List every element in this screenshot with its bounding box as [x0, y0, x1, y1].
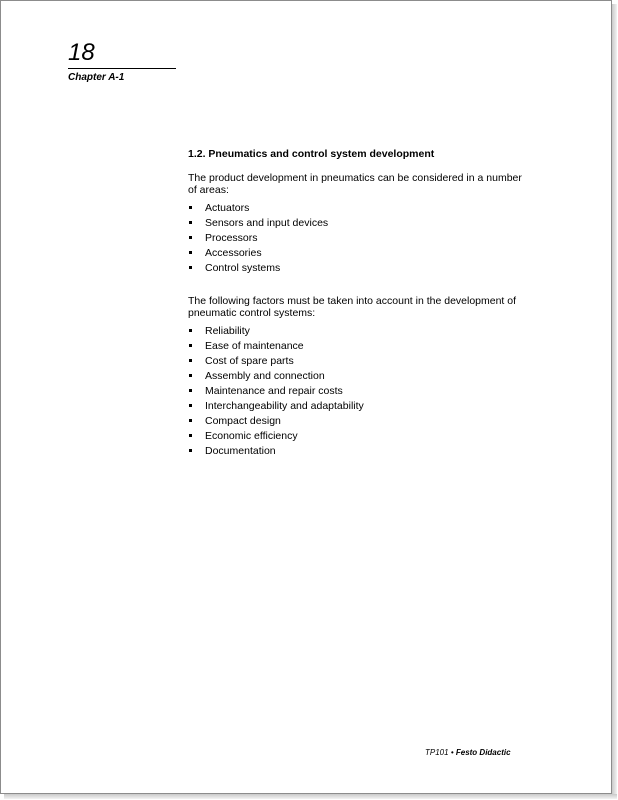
list-item — [188, 414, 533, 429]
bullet-icon — [189, 251, 192, 254]
list-item-text: Actuators — [205, 201, 250, 214]
list-item — [188, 324, 533, 339]
page-shadow-right — [612, 4, 617, 797]
bullet-icon — [189, 434, 192, 437]
list-item — [188, 354, 533, 369]
page-footer — [425, 748, 511, 758]
list-item — [188, 216, 533, 231]
list-item-text: Control systems — [205, 261, 281, 274]
bullet-icon — [189, 389, 192, 392]
list-item-text: Accessories — [205, 246, 262, 259]
footer-brand: Festo Didactic — [455, 748, 511, 757]
list-item-text: Economic efficiency — [205, 429, 298, 442]
areas-intro-paragraph: The product development in pneumatics can be considered in a number of areas: — [188, 171, 522, 196]
list-item — [188, 246, 533, 261]
list-item — [188, 429, 533, 444]
list-item — [188, 444, 533, 459]
factors-list — [188, 324, 533, 459]
bullet-icon — [189, 221, 192, 224]
chapter-label: Chapter A-1 — [68, 72, 125, 83]
list-item — [188, 261, 533, 276]
list-item-text: Sensors and input devices — [205, 216, 329, 229]
list-item-text: Reliability — [205, 324, 250, 337]
list-item-text: Interchangeability and adaptability — [205, 399, 364, 412]
bullet-icon — [189, 266, 192, 269]
list-item — [188, 369, 533, 384]
bullet-icon — [189, 419, 192, 422]
page-shadow-bottom — [4, 794, 617, 799]
footer-code: TP101 — [425, 748, 449, 757]
footer-separator: • — [450, 748, 454, 757]
section-content — [188, 148, 533, 459]
page-number: 18 — [68, 39, 95, 66]
list-item-text: Documentation — [205, 444, 276, 457]
bullet-icon — [189, 344, 192, 347]
bullet-icon — [189, 236, 192, 239]
bullet-icon — [189, 359, 192, 362]
list-item-text: Compact design — [205, 414, 281, 427]
list-item-text: Processors — [205, 231, 258, 244]
list-item-text: Ease of maintenance — [205, 339, 304, 352]
paragraph-spacer — [188, 276, 533, 295]
list-item-text: Maintenance and repair costs — [205, 384, 343, 397]
header-rule — [68, 68, 176, 69]
list-item-text: Assembly and connection — [205, 369, 325, 382]
list-item-text: Cost of spare parts — [205, 354, 294, 367]
bullet-icon — [189, 404, 192, 407]
bullet-icon — [189, 374, 192, 377]
bullet-icon — [189, 329, 192, 332]
section-heading: 1.2. Pneumatics and control system development — [188, 148, 435, 160]
factors-intro-paragraph: The following factors must be taken into account in the development of pneumatic control systems: — [188, 294, 517, 319]
list-item — [188, 399, 533, 414]
list-item — [188, 384, 533, 399]
list-item — [188, 339, 533, 354]
areas-list — [188, 201, 533, 276]
bullet-icon — [189, 206, 192, 209]
list-item — [188, 201, 533, 216]
list-item — [188, 231, 533, 246]
bullet-icon — [189, 449, 192, 452]
